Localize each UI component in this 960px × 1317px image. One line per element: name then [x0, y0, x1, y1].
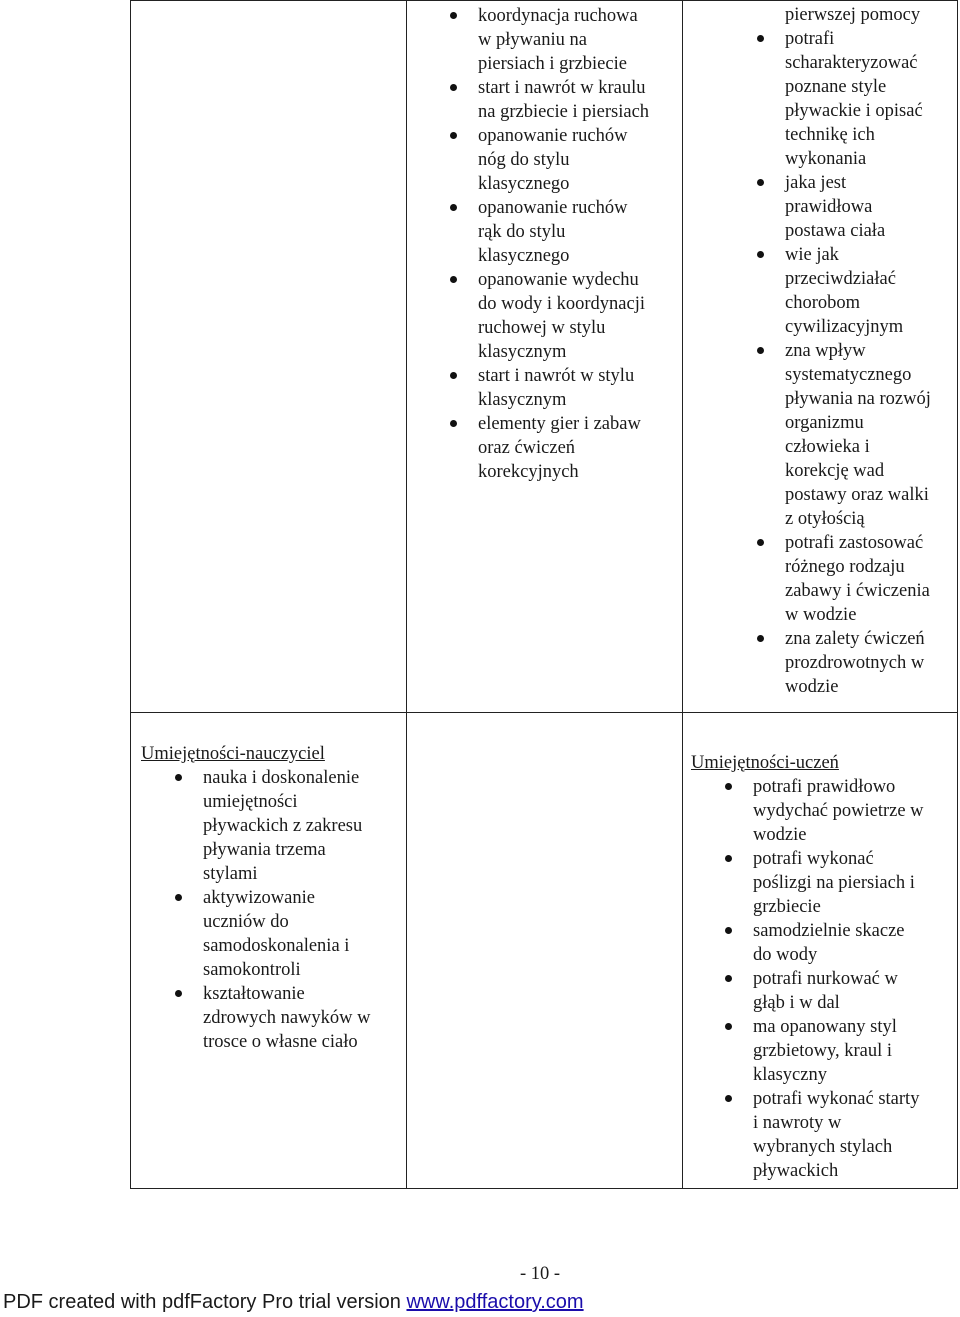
table-left-border	[130, 0, 131, 1189]
list-item: samodzielnie skacze do wody	[753, 919, 955, 967]
row2-col3-cell	[691, 751, 955, 1183]
teacher-skills-heading: Umiejętności-nauczyciel	[141, 744, 325, 764]
pdf-footer	[3, 1290, 584, 1314]
list-item: potrafi zastosować różnego rodzaju zabawy i ćwiczenia w wodzie	[785, 531, 957, 627]
row1-col3-cell	[785, 3, 957, 699]
list-item: nauka i doskonalenie umiejętności pływackich z zakresu pływania trzema stylami	[203, 766, 403, 886]
row2-col3-list	[753, 775, 955, 1183]
list-item: ma opanowany styl grzbietowy, kraul i klasyczny	[753, 1015, 955, 1087]
table-bottom-border	[130, 1188, 958, 1189]
list-item: start i nawrót w stylu klasycznym	[478, 364, 678, 412]
row1-col2-list	[478, 4, 678, 484]
list-item: opanowanie ruchów rąk do stylu klasycznego	[478, 196, 678, 268]
footer-link[interactable]: www.pdffactory.com	[406, 1291, 584, 1313]
list-item: wie jak przeciwdziałać chorobom cywilizacyjnym	[785, 243, 957, 339]
table-right-border	[957, 0, 958, 1189]
list-item: aktywizowanie uczniów do samodoskonalenia i samokontroli	[203, 886, 403, 982]
list-item: potrafi prawidłowo wydychać powietrze w wodzie	[753, 775, 955, 847]
table-col-divider-2	[682, 0, 683, 1189]
list-item: elementy gier i zabaw oraz ćwiczeń korekcyjnych	[478, 412, 678, 484]
list-item: potrafi nurkować w głąb i w dal	[753, 967, 955, 1015]
row2-col1-list	[203, 766, 403, 1054]
list-item: koordynacja ruchowa w pływaniu na piersiach i grzbiecie	[478, 4, 678, 76]
row1-col3-continued-text: pierwszej pomocy	[785, 5, 921, 25]
table-top-border	[130, 0, 958, 1]
row2-col1-cell	[141, 742, 403, 1054]
row1-col3-list	[785, 3, 957, 699]
list-item: opanowanie ruchów nóg do stylu klasycznego	[478, 124, 678, 196]
list-item: start i nawrót w kraulu na grzbiecie i piersiach	[478, 76, 678, 124]
list-item: kształtowanie zdrowych nawyków w trosce o własne ciało	[203, 982, 403, 1054]
list-item: opanowanie wydechu do wody i koordynacji ruchowej w stylu klasycznym	[478, 268, 678, 364]
list-item: jaka jest prawidłowa postawa ciała	[785, 171, 957, 243]
list-item: zna zalety ćwiczeń prozdrowotnych w wodzie	[785, 627, 957, 699]
page-number: - 10 -	[520, 1264, 561, 1284]
list-item: potrafi scharakteryzować poznane style pływackie i opisać technikę ich wykonania	[785, 27, 957, 171]
row1-col2-cell	[478, 4, 678, 484]
list-item: potrafi wykonać poślizgi na piersiach i grzbiecie	[753, 847, 955, 919]
table-col-divider-1	[406, 0, 407, 1189]
list-item: zna wpływ systematycznego pływania na rozwój organizmu człowieka i korekcję wad postawy oraz walki z otyłością	[785, 339, 957, 531]
student-skills-heading: Umiejętności-uczeń	[691, 753, 839, 773]
list-item: potrafi wykonać starty i nawroty w wybranych stylach pływackich	[753, 1087, 955, 1183]
table-row-divider	[130, 712, 958, 713]
footer-text: PDF created with pdfFactory Pro trial version	[3, 1291, 407, 1313]
